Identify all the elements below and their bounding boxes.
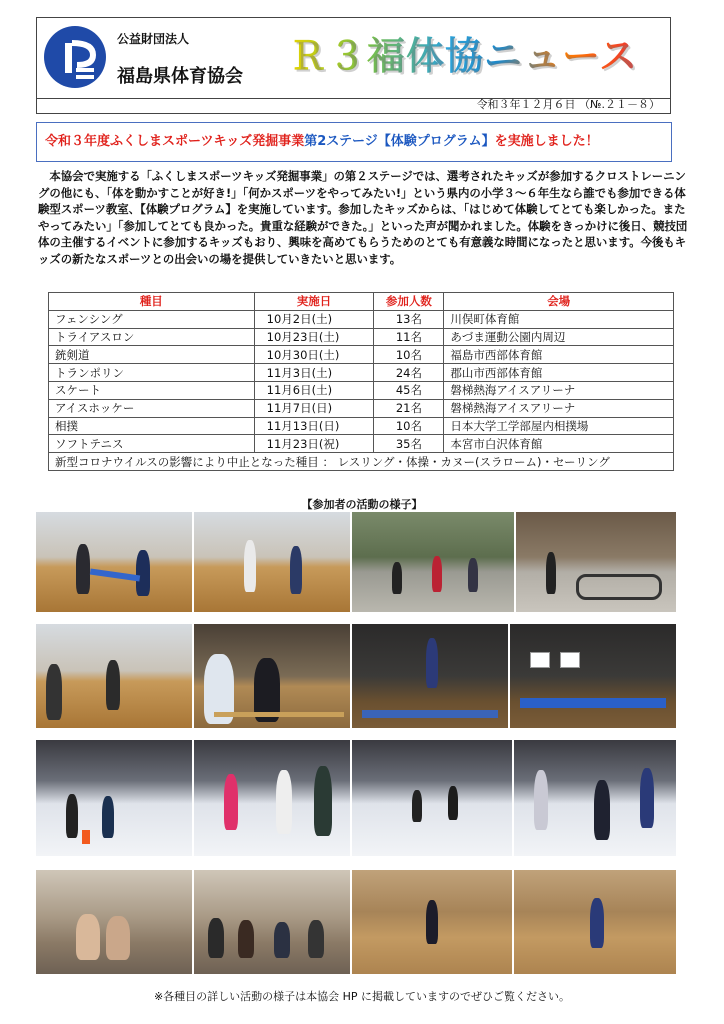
cell-count: 21名 <box>374 399 444 417</box>
cell-event: 相撲 <box>49 417 255 435</box>
photo-skating-1 <box>36 740 192 856</box>
cell-count: 13名 <box>374 310 444 328</box>
col-header-count: 参加人数 <box>374 293 444 311</box>
cell-event: アイスホッケー <box>49 399 255 417</box>
cell-count: 35名 <box>374 435 444 453</box>
photo-softtennis-2 <box>514 870 676 974</box>
col-header-date: 実施日 <box>254 293 374 311</box>
photo-trampoline-2 <box>510 624 676 728</box>
col-header-venue: 会場 <box>444 293 674 311</box>
photo-softtennis-1 <box>352 870 512 974</box>
cell-event: フェンシング <box>49 310 255 328</box>
issue-date: 令和３年１２月６日 （№.２１－８） <box>36 98 671 114</box>
newsletter-title: Ｒ３福体協ニュース <box>289 34 639 78</box>
cell-venue: 磐梯熱海アイスアリーナ <box>444 399 674 417</box>
footer-note: ※各種目の詳しい活動の様子は本協会 HP に掲載していますのでぜひご覧ください。 <box>153 990 571 1003</box>
table-header-row <box>49 293 674 311</box>
cell-venue: 川俣町体育館 <box>444 310 674 328</box>
cell-count: 45名 <box>374 381 444 399</box>
cell-count: 24名 <box>374 364 444 382</box>
cell-count: 10名 <box>374 346 444 364</box>
table-row <box>49 417 674 435</box>
org-subtitle: 公益財団法人 <box>117 32 190 46</box>
photo-fencing-1 <box>36 512 192 612</box>
cell-venue: 福島市西部体育館 <box>444 346 674 364</box>
cell-event: トランポリン <box>49 364 255 382</box>
cell-date: 10月2日(土) <box>254 310 374 328</box>
col-header-event: 種目 <box>49 293 255 311</box>
cell-date: 11月7日(日) <box>254 399 374 417</box>
photo-fencing-2 <box>194 512 350 612</box>
photo-jukendo-2 <box>194 624 350 728</box>
cell-venue: 日本大学工学部屋内相撲場 <box>444 417 674 435</box>
cell-date: 11月13日(日) <box>254 417 374 435</box>
headline-part-2: 第2ステージ【体験プログラム】 <box>304 134 495 149</box>
article-headline <box>36 122 672 162</box>
table-row <box>49 346 674 364</box>
cell-event: スケート <box>49 381 255 399</box>
org-name: 福島県体育協会 <box>117 66 243 87</box>
table-row <box>49 381 674 399</box>
cell-venue: 磐梯熱海アイスアリーナ <box>444 381 674 399</box>
cell-date: 10月30日(土) <box>254 346 374 364</box>
cell-date: 11月23日(祝) <box>254 435 374 453</box>
photo-triathlon-1 <box>352 512 514 612</box>
cell-count: 10名 <box>374 417 444 435</box>
newsletter-header <box>36 17 671 99</box>
events-table <box>48 292 674 471</box>
cancelled-events-note: 新型コロナウイルスの影響により中止となった種目 ： レスリング・体操・カヌー(スラローム)・セーリング <box>49 453 674 471</box>
photo-sumo-2 <box>194 870 350 974</box>
table-row <box>49 364 674 382</box>
cell-venue: 郡山市西部体育館 <box>444 364 674 382</box>
cell-count: 11名 <box>374 328 444 346</box>
association-logo-icon <box>43 25 107 89</box>
cell-event: トライアスロン <box>49 328 255 346</box>
photo-trampoline-1 <box>352 624 508 728</box>
cell-date: 11月6日(土) <box>254 381 374 399</box>
photo-icehockey-2 <box>514 740 676 856</box>
table-row <box>49 328 674 346</box>
photo-section-label: 【参加者の活動の様子】 <box>301 498 423 511</box>
photo-skating-2 <box>194 740 350 856</box>
article-body: 本協会で実施する「ふくしまスポーツキッズ発掘事業」の第２ステージでは、選考されたキッズが参加するクロストレーニングの他にも、「体を動かすことが好き!」「何かスポーツをやってみたい!」という県内の小学３～６年生なら誰でも参加できる体験型スポーツ教室、【体験プログラム】を実施しています。参加したキッズからは、「はじめて体験してとても楽しかった。またやってみたい」「参加してとても良かった。貴重な経験ができた。」といった声が聞かれました。体験をきっかけに後日、競技団体の主催するイベントに参加するキッズもおり、興味を高めてもらうためのとても有意義な時間になったと思います。今後もキッズの新たなスポーツとの出会いの場を提供していきたいと思います。 <box>38 169 688 266</box>
cell-date: 11月3日(土) <box>254 364 374 382</box>
cell-venue: 本宮市白沢体育館 <box>444 435 674 453</box>
cell-event: ソフトテニス <box>49 435 255 453</box>
photo-triathlon-2 <box>516 512 676 612</box>
photo-jukendo-1 <box>36 624 192 728</box>
headline-part-3: を実施しました！ <box>494 134 599 149</box>
cancelled-events-row <box>49 453 674 471</box>
table-row <box>49 435 674 453</box>
cell-date: 10月23日(土) <box>254 328 374 346</box>
photo-sumo-1 <box>36 870 192 974</box>
cell-event: 銃剣道 <box>49 346 255 364</box>
headline-part-1: 令和３年度ふくしまスポーツキッズ発掘事業 <box>45 134 305 149</box>
table-row <box>49 399 674 417</box>
cell-venue: あづま運動公園内周辺 <box>444 328 674 346</box>
photo-icehockey-1 <box>352 740 512 856</box>
table-row <box>49 310 674 328</box>
